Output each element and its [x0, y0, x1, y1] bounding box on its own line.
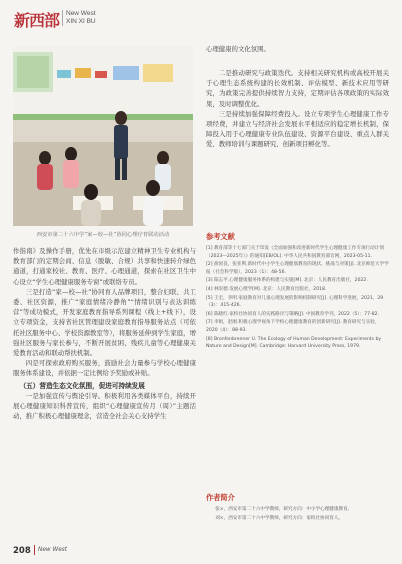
reference-item: [4] 林崇德.发展心理学[M]. 北京：人民教育出版社，2018. — [206, 286, 327, 292]
paragraph: 三是打造“家—校—社”协同育人品牌项目，整合妇联、共工委、社区资源，推广“家庭情绪冷静角”“情绪识别与表达训练营”等成功模式，开发家庭教育指导系列课程（线上+线下），设立专项资金，支持省社区管理建设家庭教育指导服务站点（可依托社区服务中心、学校资源教室等），将服务延伸到学生家庭，增强社区服务与家长参与，不断开展贫困、残疾儿童等心理健康关爱教育活动和联动帮扶机制。 — [13, 287, 196, 358]
paragraph: 四是可探索政府购买服务，鼓励社会力量参与学校心理健康服务体系建设，并依据一定比例给予奖励或补贴。 — [13, 359, 196, 378]
reference-item: [3] 阳志平.心理健康服务体系的构建与实施[M]. 北京：人民教育出版社，2022. — [206, 278, 368, 284]
activity-photo — [13, 46, 193, 226]
reference-item: [5] 王宏，李明.家庭教育对儿童心理发展的影响机制研究[J]. 心理科学进展，2021，29（3）：415-426. — [206, 295, 384, 309]
reference-item: [2] 俞国良，张亚利.新时代中小学生心理健康教育的现状、挑战与对策[J]. 北京师范大学学报（社会科学版），2023（1）：48-56. — [206, 262, 389, 275]
paragraph: 心理健康的文化氛围。 — [206, 45, 270, 53]
reference-item: [1] 教育部等十七部门关于印发《全面加强和改进新时代学生心理健康工作专项行动计划（2023—2025年）》的通知[EB/OL]. 中华人民共和国教育部官网，2023-05-11. — [206, 246, 384, 259]
folio-divider — [34, 545, 35, 555]
author-bio-item: 刘×，西安市第二十六中学教师，研究方向：家校社协同育人。 — [215, 515, 344, 521]
body-column-right-continuation — [206, 44, 389, 54]
body-column-right — [206, 68, 389, 150]
classroom-scene — [13, 46, 193, 226]
folio-magazine-name: New West — [38, 547, 68, 553]
author-bio-heading: 作者简介 — [206, 493, 235, 502]
reference-item: [8] Bronfenbrenner U. The Ecology of Human Development: Experiments by Nature and Design[M]. Cambridge: Harvard University Press, 1979. — [206, 336, 382, 350]
body-column-left — [13, 246, 196, 421]
masthead-title-cn: 新西部 — [14, 11, 60, 30]
masthead-en-line2: XIN XI BU — [66, 18, 96, 25]
masthead-title-en — [62, 10, 96, 26]
references-list — [206, 245, 389, 352]
paragraph: 一是加强宣传与舆论引导。积极利用各类媒体平台，持续开展心理健康知识科普宣传，组织“心理健康宣传月（周）”主题活动，推广积极心理健康理念，营造全社会关心支持学生 — [13, 391, 196, 421]
photo-caption: 西安市第二十六中学“家—校—社”协同心理疗育联动活动 — [36, 232, 170, 238]
author-bio-item: 张×，西安市第二十六中学教师，研究方向：中小学心理健康教育。 — [215, 507, 353, 512]
masthead-en-line1: New West — [66, 10, 96, 17]
author-bio-list — [206, 506, 389, 523]
paragraph: 作指南》及操作手册，优先在市级示范建立精神卫生专业机构与教育部门的定期会商、信息（脱敏、合规）共享和快速转介绿色通道，打通家校社、教育、医疗、心理通道，探索在社区卫生中心设立“学生心理健康服务专窗”或联络专员。 — [13, 247, 196, 286]
references-heading: 参考文献 — [206, 232, 235, 241]
reference-item: [7] 李娟，赵刚.积极心理学视角下学校心理健康教育的创新研究[J]. 教育研究与实验，2020（4）：88-93. — [206, 320, 380, 333]
section-heading: （五）营造生态文化氛围，促进可持续发展 — [19, 381, 145, 390]
reference-item: [6] 陈晓红.家校社协同育人的实践路径与策略[J]. 中国教育学刊，2022（5）：77-82. — [206, 311, 380, 317]
page-number: 208 — [13, 546, 31, 556]
paragraph: 二是推动研究与政策迭代。支持相关研究机构或高校开展关于心理生态系统构建的长效机制、评估模型、新技术应用等研究，为政策完善提供持续智力支持，定期评估各项政策的实际效果，及时调整优化。 — [206, 69, 389, 108]
paragraph: 三是持续加强保障经费投入。设立专项学生心理健康工作专项经费，并建立与经济社会发展水平相适应的稳定增长机制，保障投入用于心理健康专业队伍建设、资源平台建设、重点人群关爱、教师培训与课题研究、创新项目孵化等。 — [206, 109, 389, 149]
